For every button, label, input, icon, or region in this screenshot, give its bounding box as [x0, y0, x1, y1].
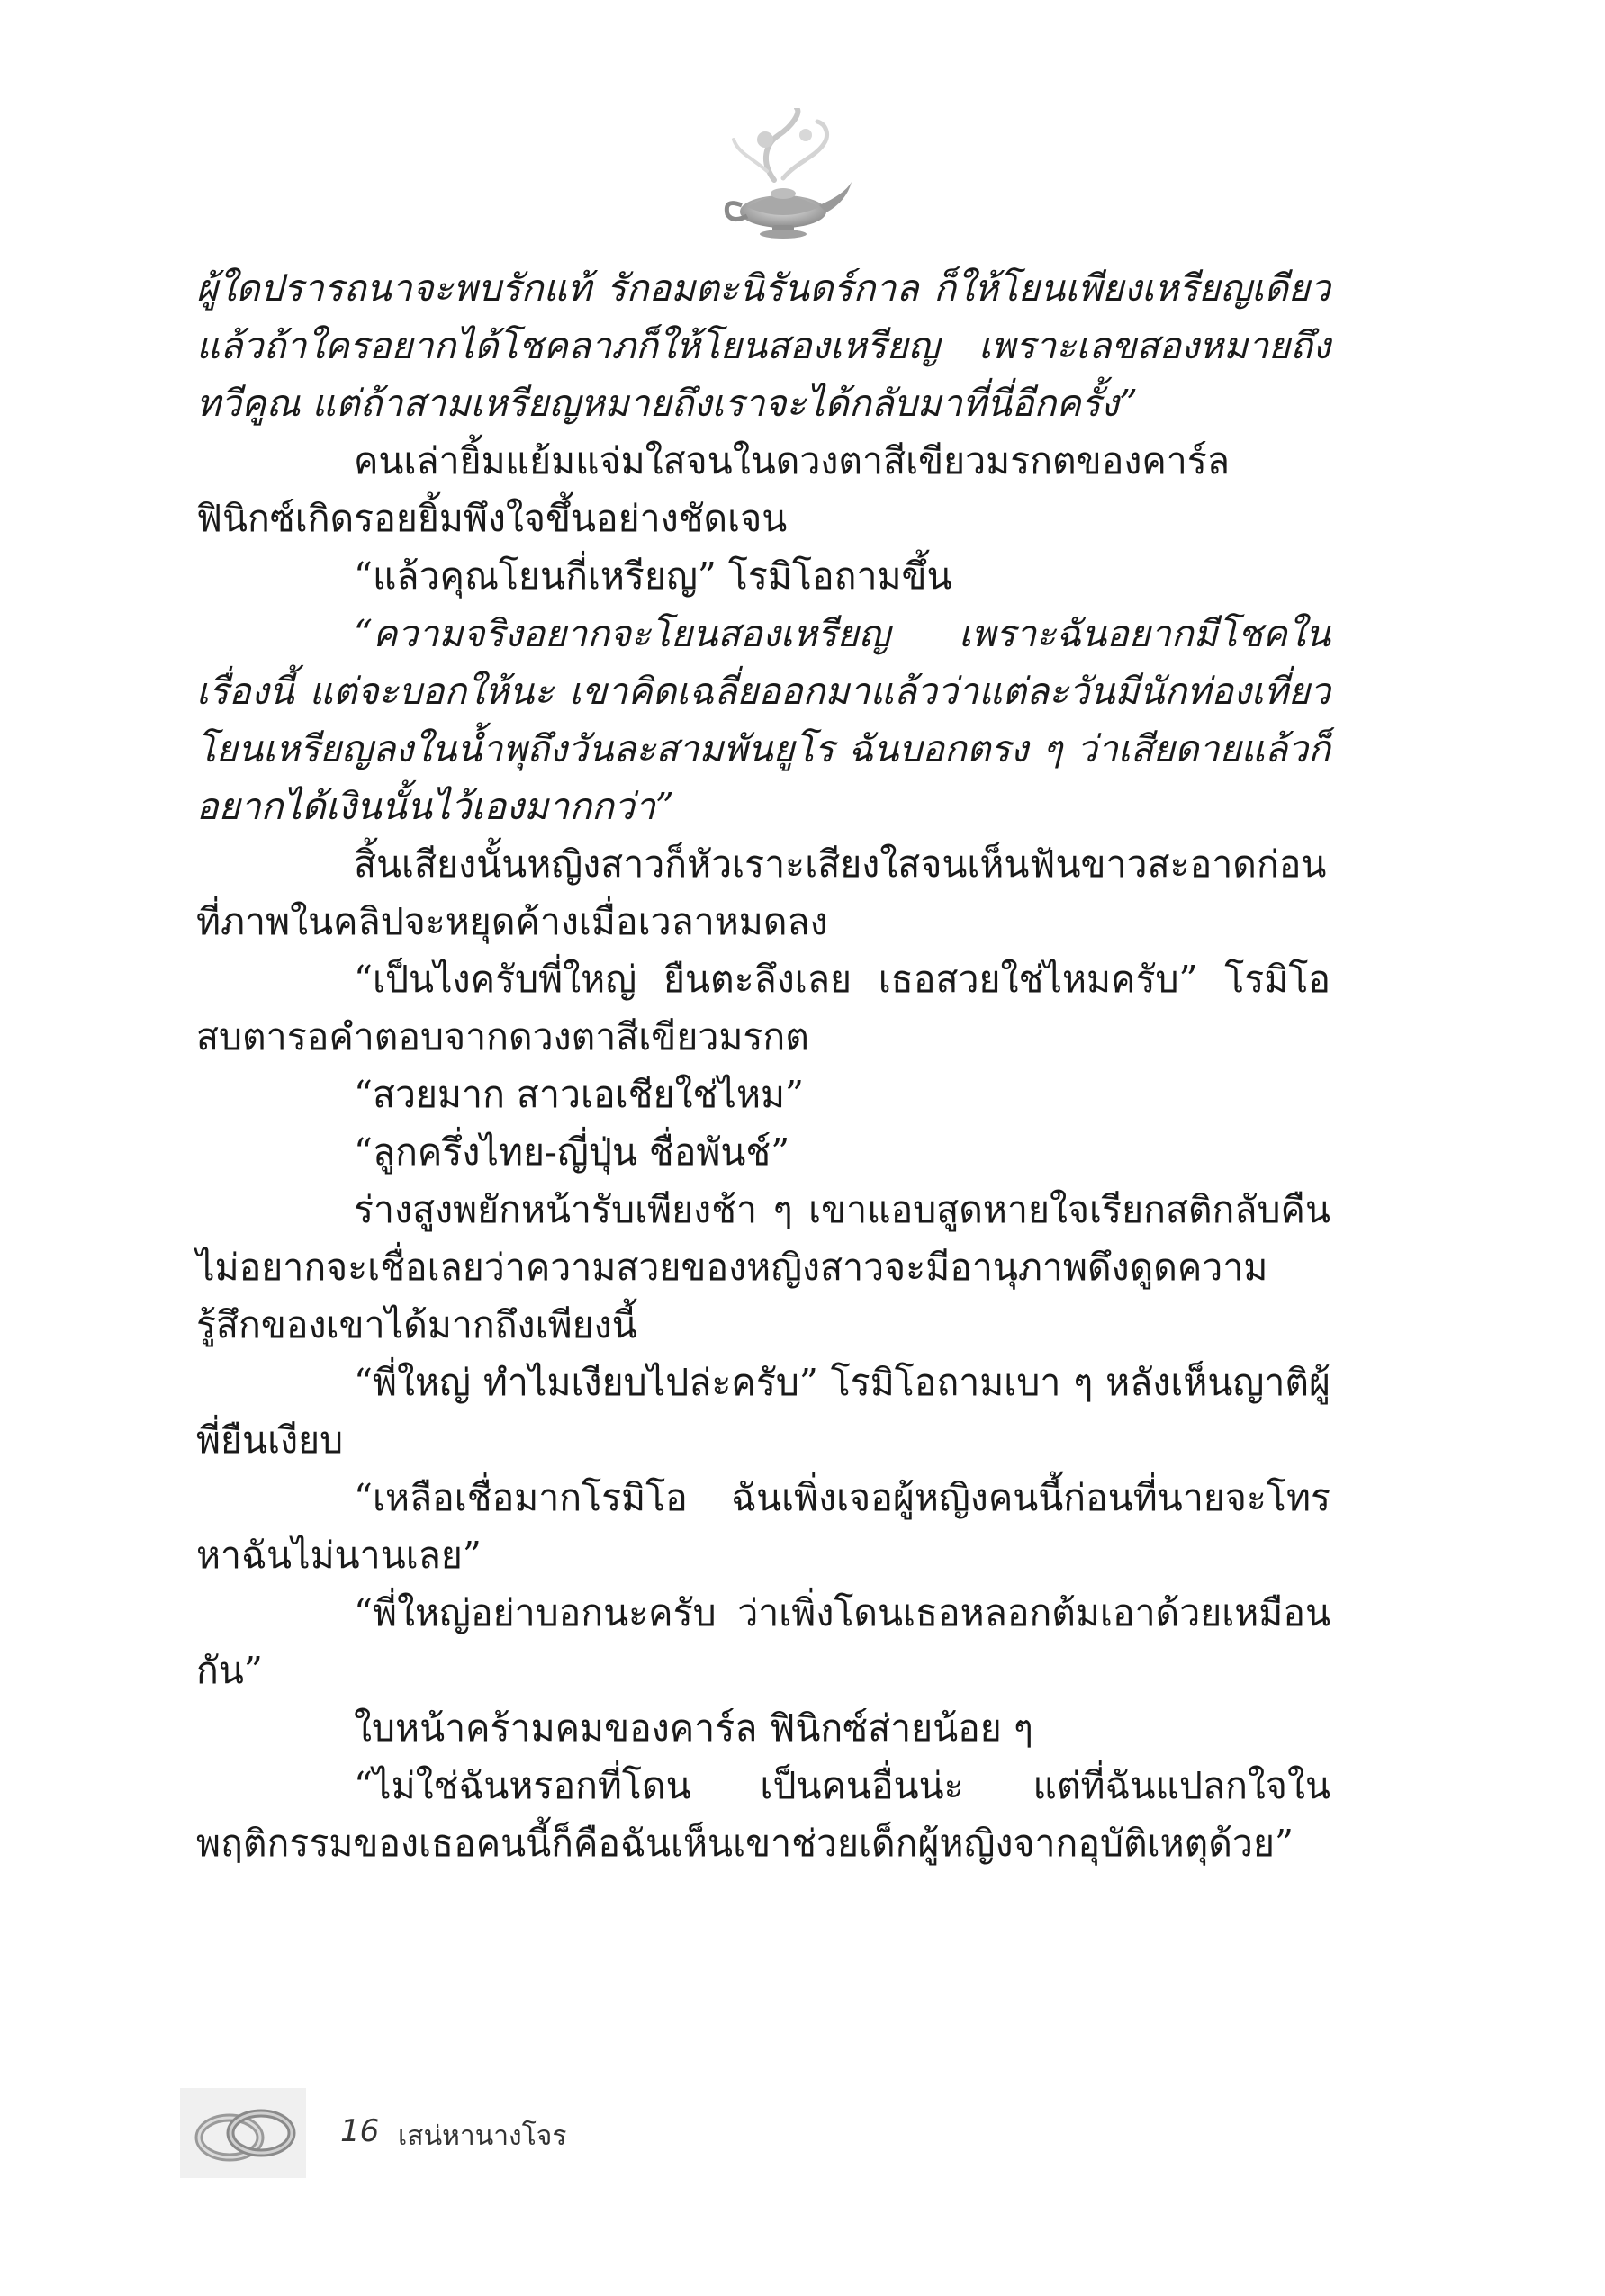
- paragraph-8: “ลูกครึ่งไทย-ญี่ปุ่น ชื่อพันช์”: [354, 1130, 790, 1174]
- paragraph-11: “เหลือเชื่อมากโรมิโอ ฉันเพิ่งเจอผู้หญิงคนนี้ก่อนที่นายจะโทรหาฉันไม่นานเลย”: [196, 1476, 1330, 1577]
- page-number: 16: [340, 2113, 380, 2149]
- paragraph-6: “เป็นไงครับพี่ใหญ่ ยืนตะลึงเลย เธอสวยใช่ไหมครับ” โรมิโอสบตารอคำตอบจากดวงตาสีเขียวมรกต: [196, 958, 1330, 1058]
- paragraph-2: คนเล่ายิ้มแย้มแจ่มใสจนในดวงตาสีเขียวมรกตของคาร์ล ฟินิกซ์เกิดรอยยิ้มพึงใจขึ้นอย่างชัดเจน: [196, 439, 1230, 540]
- genie-lamp-icon: [711, 108, 855, 243]
- paragraph-14: “ไม่ใช่ฉันหรอกที่โดน เป็นคนอื่นน่ะ แต่ที่ฉันแปลกใจในพฤติกรรมของเธอคนนี้ก็คือฉันเห็นเขาช่วยเด็กผู้หญิงจากอุบัติเหตุด้วย”: [196, 1764, 1330, 1865]
- body-text: [196, 259, 1330, 1872]
- paragraph-4: “ความจริงอยากจะโยนสองเหรียญ เพราะฉันอยากมีโชคในเรื่องนี้ แต่จะบอกให้นะ เขาคิดเฉลี่ยออกมาแล้วว่าแต่ละวันมีนักท่องเที่ยวโยนเหรียญลงในน้ำพุถึงวันละสามพันยูโร ฉันบอกตรง ๆ ว่าเสียดายแล้วก็อยากได้เงินนั้นไว้เองมากกว่า”: [196, 612, 1330, 828]
- paragraph-3: “แล้วคุณโยนกี่เหรียญ” โรมิโอถามขึ้น: [354, 554, 952, 598]
- paragraph-12: “พี่ใหญ่อย่าบอกนะครับ ว่าเพิ่งโดนเธอหลอกต้มเอาด้วยเหมือนกัน”: [196, 1591, 1330, 1692]
- wedding-rings-icon: [180, 2088, 306, 2178]
- paragraph-10: “พี่ใหญ่ ทำไมเงียบไปล่ะครับ” โรมิโอถามเบา ๆ หลังเห็นญาติผู้พี่ยืนเงียบ: [196, 1361, 1330, 1462]
- paragraph-1: ผู้ใดปรารถนาจะพบรักแท้ รักอมตะนิรันดร์กาล ก็ให้โยนเพียงเหรียญเดียว แล้วถ้าใครอยากได้โชคลาภก็ให้โยนสองเหรียญ เพราะเลขสองหมายถึงทวีคูณ แต่ถ้าสามเหรียญหมายถึงเราจะได้กลับมาที่นี่อีกครั้ง”: [196, 266, 1330, 425]
- page-footer: [180, 2088, 720, 2187]
- paragraph-5: สิ้นเสียงนั้นหญิงสาวก็หัวเราะเสียงใสจนเห็นฟันขาวสะอาดก่อนที่ภาพในคลิปจะหยุดค้างเมื่อเวลาหมดลง: [196, 842, 1327, 943]
- paragraph-13: ใบหน้าคร้ามคมของคาร์ล ฟินิกซ์ส่ายน้อย ๆ: [354, 1706, 1033, 1750]
- paragraph-7: “สวยมาก สาวเอเชียใช่ไหม”: [354, 1073, 804, 1116]
- book-title: เสน่หานางโจร: [398, 2120, 567, 2152]
- paragraph-9: ร่างสูงพยักหน้ารับเพียงช้า ๆ เขาแอบสูดหายใจเรียกสติกลับคืนไม่อยากจะเชื่อเลยว่าความสวยของหญิงสาวจะมีอานุภาพดึงดูดความรู้สึกของเขาได้มากถึงเพียงนี้: [196, 1188, 1330, 1346]
